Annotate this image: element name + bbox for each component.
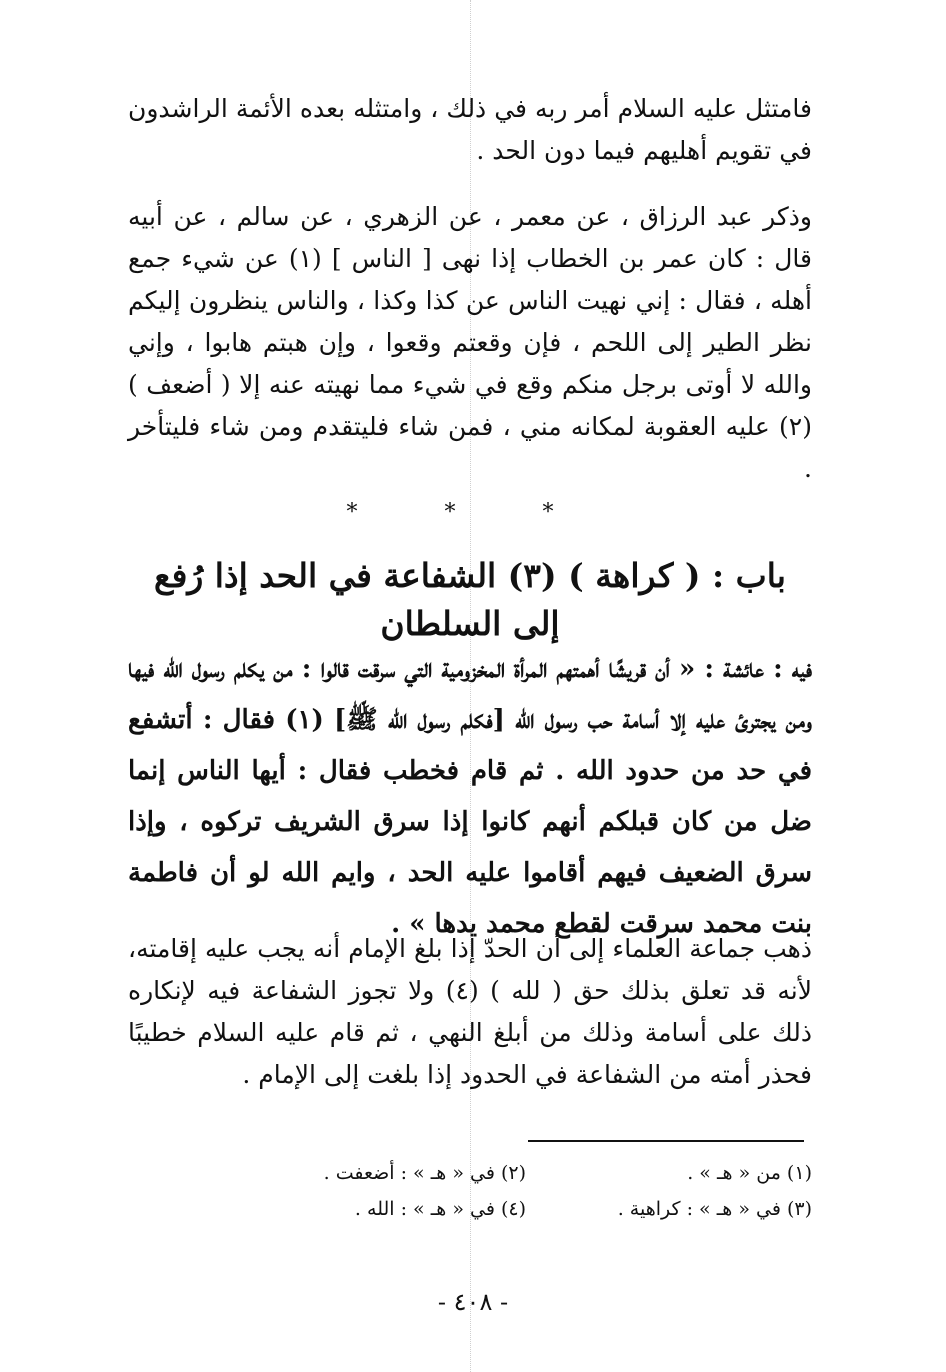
paragraph-umar-report: وذكر عبد الرزاق ، عن معمر ، عن الزهري ، عن سالم ، عن أبيه قال : كان عمر بن الخطاب إذا نهى [ الناس ] (١) عن شيء جمع أهله ، فقال : إني نهيت الناس عن كذا وكذا ، والناس ينظرون إليكم نظر الطير إلى اللحم ، فإن وقعتم وقعوا ، وإن هبتم هابوا ، وإني والله لا أوتى برجل منكم وقع في شيء مما نهيته عنه إلا ( أضعف )(٢) عليه العقوبة لمكانه مني ، فمن شاء فليتقدم ومن شاء فليتأخر .	[128, 202, 812, 483]
footnotes	[240, 1158, 812, 1224]
footnote-4: (٤) في « هـ » : الله .	[354, 1198, 526, 1220]
footnote-2: (٢) في « هـ » : أضعفت .	[323, 1162, 526, 1184]
footnote-1: (١) من « هـ » .	[687, 1162, 812, 1184]
page-number: - ٤٠٨ -	[437, 1288, 509, 1316]
footnote-divider	[528, 1140, 804, 1142]
chapter-heading: باب : ( كراهة ) (٣) الشفاعة في الحد إذا رُفع إلى السلطان	[154, 556, 786, 643]
paragraph-intro: فامتثل عليه السلام أمر ربه في ذلك ، وامتثله بعده الأئمة الراشدون في تقويم أهليهم فيما دون الحد .	[128, 94, 812, 165]
section-separator: * * *	[346, 500, 594, 525]
footnote-3: (٣) في « هـ » : كراهية .	[617, 1198, 812, 1220]
hadith-text: فيه : عائشة : « أن قريشًا أهمتهم المرأة المخزومية التي سرقت قالوا : من يكلم رسول الله فيها ومن يجترئ عليه إلا أسامة حب رسول الله [فكلم رسول الله ﷺ] (١) فقال : أتشفع في حد من حدود الله . ثم قام فخطب فقال : أيها الناس إنما ضل من كان قبلكم أنهم كانوا إذا سرق الشريف تركوه ، وإذا سرق الضعيف فيهم أقاموا عليه الحد ، وايم الله لو أن فاطمة بنت محمد سرقت لقطع محمد يدها » .	[128, 654, 813, 939]
paragraph-commentary: ذهب جماعة العلماء إلى أن الحدّ إذا بلغ الإمام أنه يجب عليه إقامته، لأنه قد تعلق بذلك حق ( لله ) (٤) ولا تجوز الشفاعة فيه لإنكاره ذلك على أسامة وذلك من أبلغ النهي ، ثم قام عليه السلام خطيبًا فحذر أمته من الشفاعة في الحدود إذا بلغت إلى الإمام .	[128, 934, 812, 1089]
